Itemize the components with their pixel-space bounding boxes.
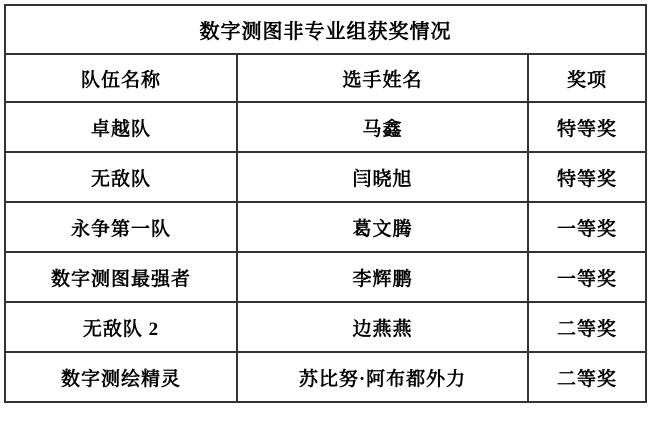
player-cell: 李辉鹏 <box>237 252 528 302</box>
player-cell: 边燕燕 <box>237 302 528 352</box>
award-cell: 特等奖 <box>528 152 646 202</box>
award-cell: 一等奖 <box>528 252 646 302</box>
table-title: 数字测图非专业组获奖情况 <box>5 5 646 54</box>
table-row <box>5 352 646 402</box>
table-header-row <box>5 54 646 102</box>
player-cell: 葛文腾 <box>237 202 528 252</box>
team-cell: 无敌队 <box>5 152 237 202</box>
player-cell: 闫晓旭 <box>237 152 528 202</box>
team-cell: 卓越队 <box>5 102 237 152</box>
team-cell: 数字测图最强者 <box>5 252 237 302</box>
header-player-name: 选手姓名 <box>237 54 528 102</box>
player-cell: 马鑫 <box>237 102 528 152</box>
header-team-name: 队伍名称 <box>5 54 237 102</box>
award-cell: 二等奖 <box>528 352 646 402</box>
team-cell: 永争第一队 <box>5 202 237 252</box>
header-award: 奖项 <box>528 54 646 102</box>
table-row <box>5 102 646 152</box>
table-row <box>5 202 646 252</box>
award-cell: 一等奖 <box>528 202 646 252</box>
table-row <box>5 152 646 202</box>
award-cell: 特等奖 <box>528 102 646 152</box>
team-cell: 数字测绘精灵 <box>5 352 237 402</box>
awards-table <box>4 4 647 403</box>
table-row <box>5 302 646 352</box>
award-cell: 二等奖 <box>528 302 646 352</box>
table-row <box>5 252 646 302</box>
table-title-row <box>5 5 646 54</box>
player-cell: 苏比努·阿布都外力 <box>237 352 528 402</box>
team-cell: 无敌队 2 <box>5 302 237 352</box>
